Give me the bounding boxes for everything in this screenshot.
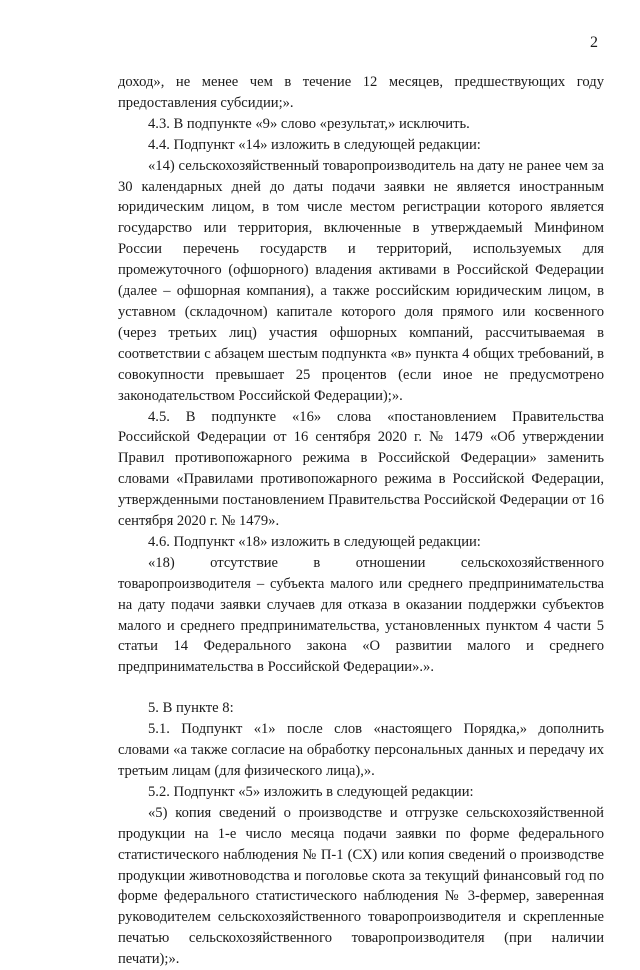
paragraph-4-6: 4.6. Подпункт «18» изложить в следующей редакции: xyxy=(148,533,481,550)
paragraph-5: 5. В пункте 8: xyxy=(148,700,234,717)
paragraph-5-2: 5.2. Подпункт «5» изложить в следующей редакции: xyxy=(148,783,474,800)
page-number: 2 xyxy=(590,34,598,51)
paragraph-subpoint-5: «5) копия сведений о производстве и отгрузке сельскохозяйственной продукции на 1-е число месяца подачи заявки по форме федерального статистического наблюдения № П-1 (СХ) или копия сведений о производстве продукции животноводства и поголовье скота за текущий финансовый год по форме федерального статистического наблюдения № 3-фермер, заверенная руководителем сельскохозяйственного товаропроизводителя и скрепленные печатью сельскохозяйственного товаропроизводителя (при наличии печати);». xyxy=(118,804,604,968)
paragraph-subpoint-14: «14) сельскохозяйственный товаропроизводитель на дату не ранее чем за 30 календарных дней до даты подачи заявки не является иностранным юридическим лицом, в том числе местом регистрации которого является государство или территория, включенные в утверждаемый Минфином России перечень государств и территорий, используемых для промежуточного (офшорного) владения активами в Российской Федерации (далее – офшорная компания), а также российским юридическим лицом, в уставном (складочном) капитале которого доля прямого или косвенного (через третьих лиц) участия офшорных компаний, рассчитываемая в соответствии с абзацем шестым подпункта «в» пункта 4 общих требований, в совокупности превышает 25 процентов (если иное не предусмотрено законодательством Российской Федерации);». xyxy=(118,157,604,404)
document-body xyxy=(118,72,604,970)
paragraph-5-1: 5.1. Подпункт «1» после слов «настоящего Порядка,» дополнить словами «а также согласие на обработку персональных данных и передачу их третьим лицам (для физического лица),». xyxy=(118,721,604,779)
paragraph-4-5: 4.5. В подпункте «16» слова «постановлением Правительства Российской Федерации от 16 сентября 2020 г. № 1479 «Об утверждении Правил противопожарного режима в Российской Федерации» заменить словами «Правилами противопожарного режима в Российской Федерации, утвержденными постановлением Правительства Российской Федерации от 16 сентября 2020 г. № 1479». xyxy=(118,408,604,530)
paragraph-4-4: 4.4. Подпункт «14» изложить в следующей редакции: xyxy=(148,136,481,153)
paragraph-subpoint-18: «18) отсутствие в отношении сельскохозяйственного товаропроизводителя – субъекта малого или среднего предпринимательства на дату подачи заявки случаев для отказа в оказании поддержки субъектов малого и среднего предпринимательства, установленных пунктом 4 части 5 статьи 14 Федерального закона «О развитии малого и среднего предпринимательства в Российской Федерации».». xyxy=(118,554,604,676)
paragraph-4-3: 4.3. В подпункте «9» слово «результат,» исключить. xyxy=(148,115,470,132)
paragraph-continuation: доход», не менее чем в течение 12 месяцев, предшествующих году предоставления субсидии;». xyxy=(118,74,604,111)
